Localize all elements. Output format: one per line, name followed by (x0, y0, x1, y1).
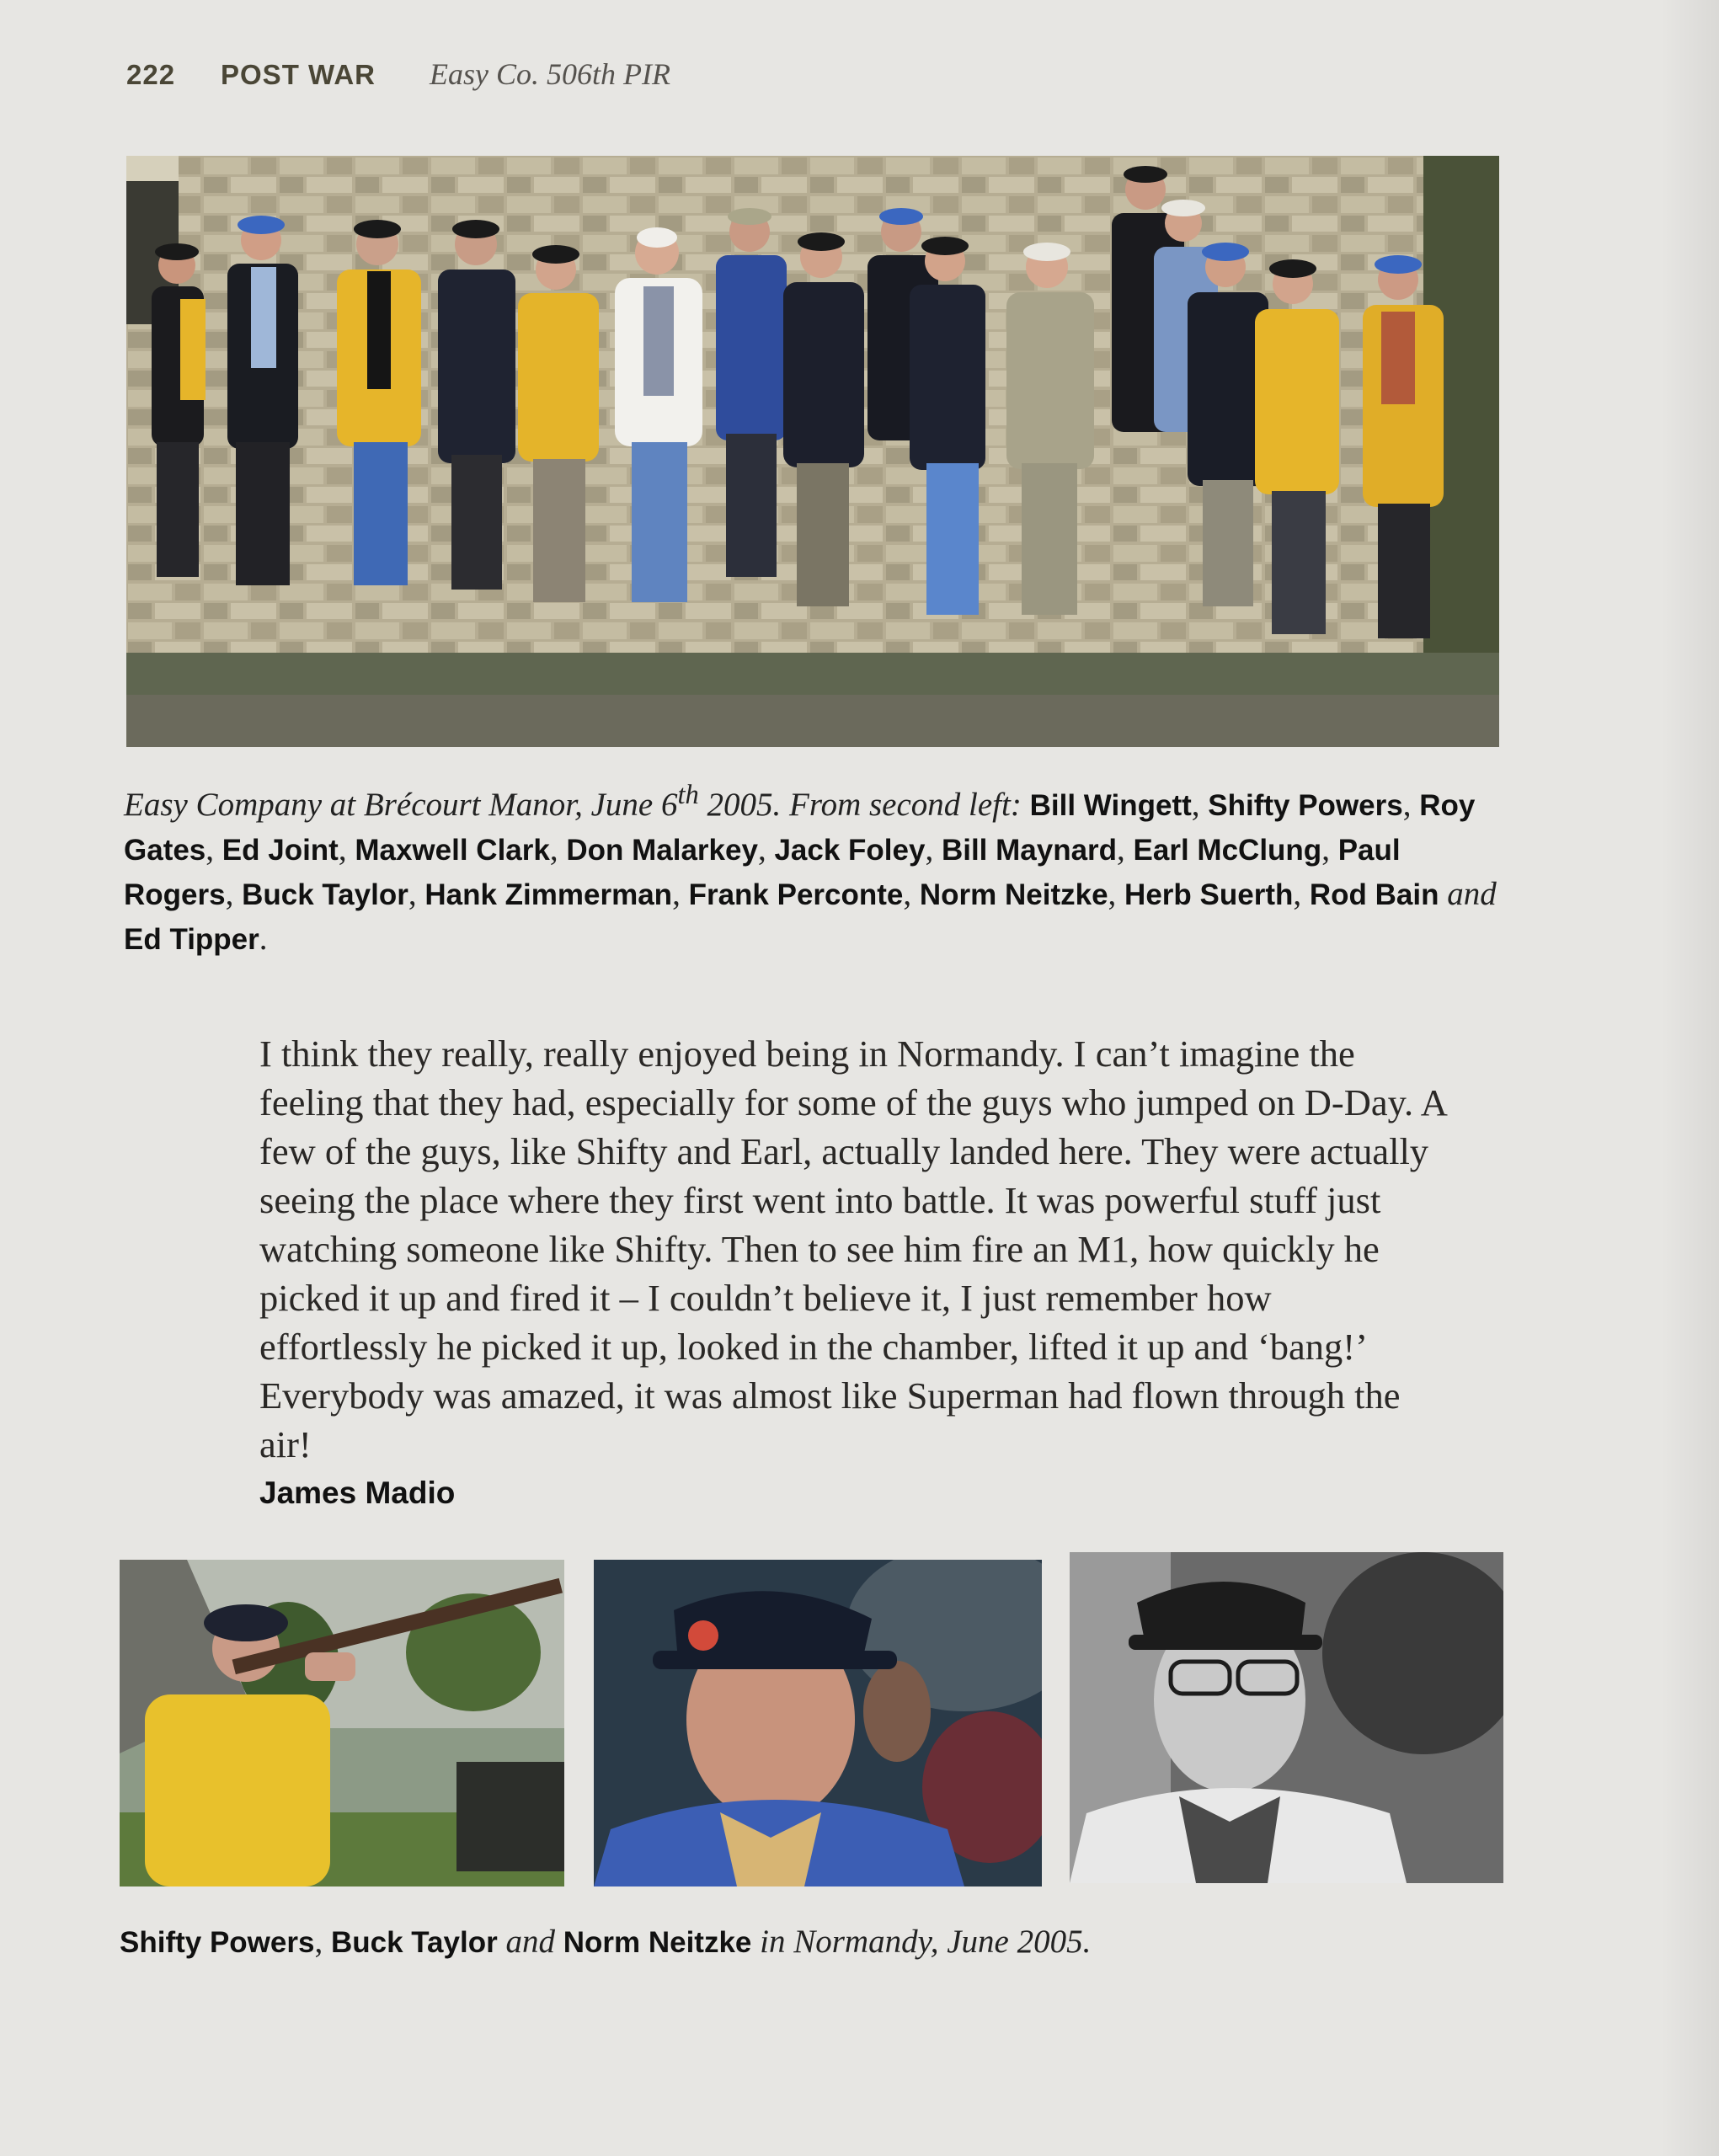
group-photo (126, 156, 1499, 747)
caption-separator: , (338, 831, 355, 867)
caption-name: Maxwell Clark (355, 834, 550, 867)
caption-separator: , (1191, 787, 1209, 823)
caption-intro: Easy Company at Brécourt Manor, June 6 (124, 787, 678, 823)
photo-buck-taylor (594, 1560, 1042, 1886)
book-title: Easy Co. 506th PIR (430, 57, 670, 91)
caption-separator: , (225, 876, 243, 912)
group-photo-caption (124, 773, 1501, 962)
caption-name: Frank Perconte (688, 878, 904, 911)
caption-separator: , (672, 876, 689, 912)
veteran-portrait-blue-jacket-photo-icon (594, 1560, 1042, 1886)
caption-name: Shifty Powers (1208, 789, 1403, 822)
caption-last-name: Ed Tipper (124, 923, 259, 956)
photo-shifty-powers (120, 1560, 564, 1886)
veteran-firing-rifle-photo-icon (120, 1560, 564, 1886)
caption-separator: , (1402, 787, 1420, 823)
caption-name: Paul Rogers (124, 834, 1401, 911)
caption-name: Jack Foley (774, 834, 926, 867)
quote-author: James Madio (259, 1476, 456, 1510)
caption-separator: , (757, 831, 775, 867)
caption-name: Rod Bain (1309, 878, 1439, 911)
section-title: POST WAR (221, 59, 376, 90)
caption-name: Norm Neitzke (919, 878, 1108, 911)
caption-separator: , (549, 831, 567, 867)
caption-name: Herb Suerth (1124, 878, 1294, 911)
page-edge-shadow (1660, 0, 1719, 2156)
bottom-caption-name-3: Norm Neitzke (563, 1926, 752, 1959)
bottom-caption-rest: in Normandy, June 2005. (751, 1924, 1092, 1960)
bottom-caption-and: and (505, 1924, 555, 1960)
page-number: 222 (126, 59, 176, 90)
caption-name: Ed Joint (222, 834, 339, 867)
veteran-smiling-bw-photo-icon (1070, 1552, 1503, 1883)
caption-name: Earl McClung (1133, 834, 1322, 867)
caption-separator: , (1108, 876, 1125, 912)
group-photo-icon (126, 156, 1499, 747)
photo-norm-neitzke (1070, 1552, 1503, 1883)
caption-name: Buck Taylor (242, 878, 408, 911)
caption-name: Hank Zimmerman (424, 878, 673, 911)
caption-separator: , (408, 876, 425, 912)
caption-name: Bill Wingett (1029, 789, 1192, 822)
caption-name: Bill Maynard (941, 834, 1118, 867)
caption-separator: , (1321, 831, 1338, 867)
caption-end: . (259, 921, 268, 957)
caption-and: and (1447, 876, 1497, 912)
caption-name: Don Malarkey (566, 834, 758, 867)
quote-text: I think they really, really enjoyed being in Normandy. I can’t imagine the feeling that they had, especially for some of the guys who jumped on D-Day. A few of the guys, like Shifty and Earl, actually landed here. They were actually seeing the place where they first went into battle. It was powerful stuff just watching someone like Shifty. Then to see him fire an M1, how quickly he picked it up and fired it – I couldn’t believe it, I just remember how effortlessly he picked it up, looked in the chamber, lifted it up and ‘bang!’ Everybody was amazed, it was almost like Superman had flown through the air! (259, 1033, 1446, 1465)
caption-separator: , (206, 831, 222, 867)
bottom-caption-name-2: Buck Taylor (330, 1926, 498, 1959)
bottom-photos-caption (120, 1920, 1551, 1965)
caption-separator: , (903, 876, 920, 912)
caption-name: Roy Gates (124, 789, 1476, 867)
caption-separator: , (1293, 876, 1310, 912)
caption-intro-rest: 2005. From second left: (698, 787, 1030, 823)
bottom-caption-sep: , (314, 1924, 331, 1960)
bottom-caption-name-1: Shifty Powers (120, 1926, 315, 1959)
caption-separator: , (925, 831, 942, 867)
caption-sup: th (677, 780, 699, 810)
caption-separator: , (1117, 831, 1134, 867)
